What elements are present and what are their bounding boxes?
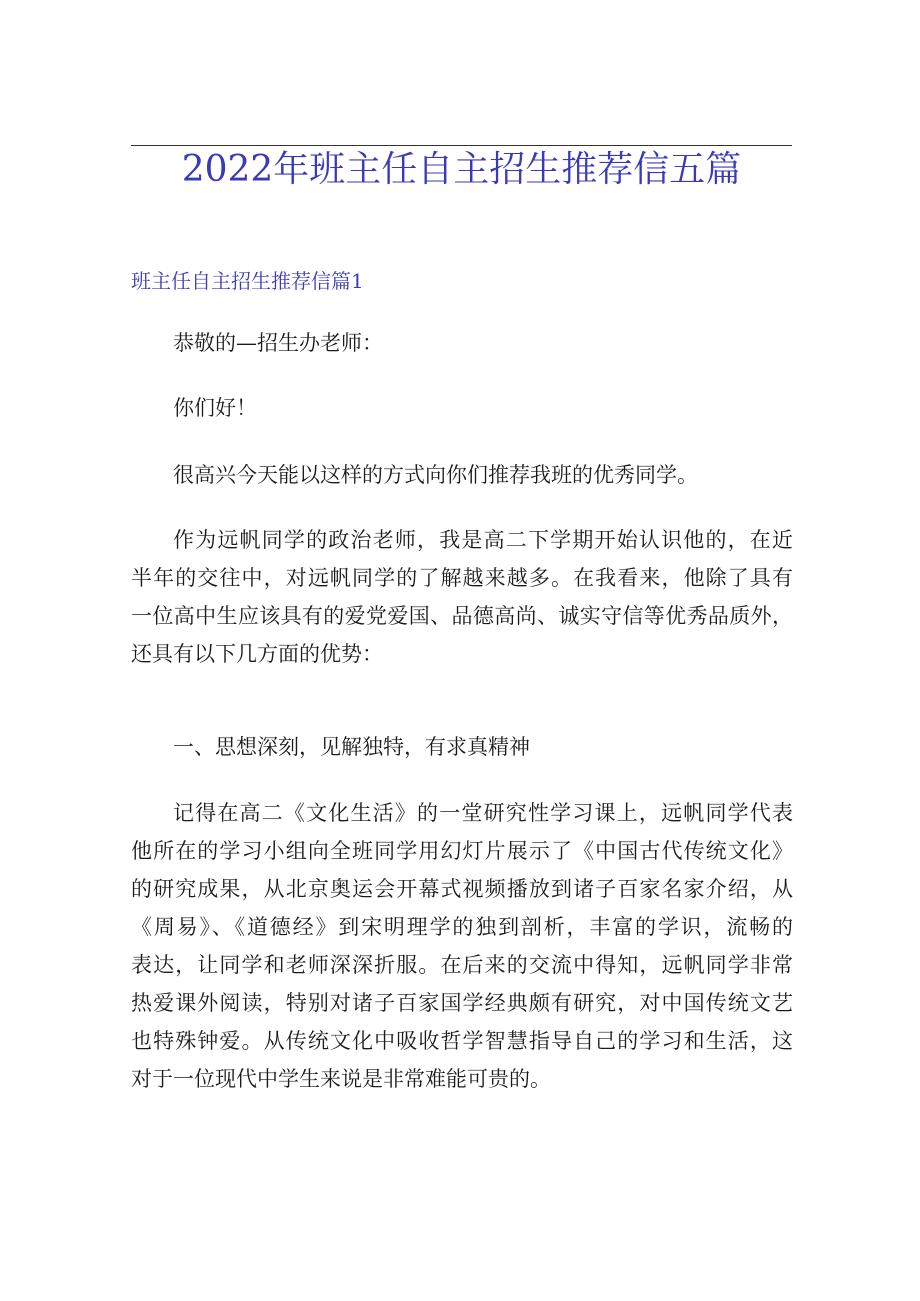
paragraph-line: 还具有以下几方面的优势： bbox=[131, 642, 383, 666]
paragraph-line: 半年的交往中，对远帆同学的了解越来越多。在我看来，他除了具有 bbox=[131, 566, 793, 590]
paragraph-salutation bbox=[131, 324, 793, 362]
paragraph-anecdote bbox=[131, 794, 793, 1098]
paragraph-line: 《周易》、《道德经》到宋明理学的独到剖析，丰富的学识，流畅的 bbox=[131, 915, 793, 939]
paragraph-line: 作为远帆同学的政治老师，我是高二下学期开始认识他的，在近 bbox=[173, 528, 793, 552]
paragraph-line: 的研究成果，从北京奥运会开幕式视频播放到诸子百家名家介绍，从 bbox=[131, 877, 793, 901]
paragraph-line: 很高兴今天能以这样的方式向你们推荐我班的优秀同学。 bbox=[173, 463, 698, 487]
paragraph-line: 恭敬的—招生办老师： bbox=[173, 331, 383, 355]
document-title: 2022年班主任自主招生推荐信五篇 bbox=[181, 149, 742, 190]
paragraph-intro bbox=[131, 456, 793, 494]
paragraph-line: 他所在的学习小组向全班同学用幻灯片展示了《中国古代传统文化》 bbox=[131, 839, 793, 863]
paragraph-point-one bbox=[131, 728, 793, 766]
paragraph-line: 你们好！ bbox=[173, 396, 257, 420]
paragraph-line: 也特殊钟爱。从传统文化中吸收哲学智慧指导自己的学习和生活，这 bbox=[131, 1029, 793, 1053]
header-rule bbox=[131, 145, 792, 146]
paragraph-recommendation bbox=[131, 521, 793, 673]
paragraph-greeting bbox=[131, 389, 793, 427]
paragraph-line: 一、思想深刻，见解独特，有求真精神 bbox=[173, 735, 530, 759]
paragraph-line: 对于一位现代中学生来说是非常难能可贵的。 bbox=[131, 1067, 551, 1091]
section-heading: 班主任自主招生推荐信篇1 bbox=[131, 269, 364, 293]
paragraph-line: 表达，让同学和老师深深折服。在后来的交流中得知，远帆同学非常 bbox=[131, 953, 793, 977]
paragraph-line: 记得在高二《文化生活》的一堂研究性学习课上，远帆同学代表 bbox=[173, 801, 793, 825]
paragraph-line: 一位高中生应该具有的爱党爱国、品德高尚、诚实守信等优秀品质外， bbox=[131, 604, 793, 628]
paragraph-line: 热爱课外阅读，特别对诸子百家国学经典颇有研究，对中国传统文艺 bbox=[131, 991, 793, 1015]
